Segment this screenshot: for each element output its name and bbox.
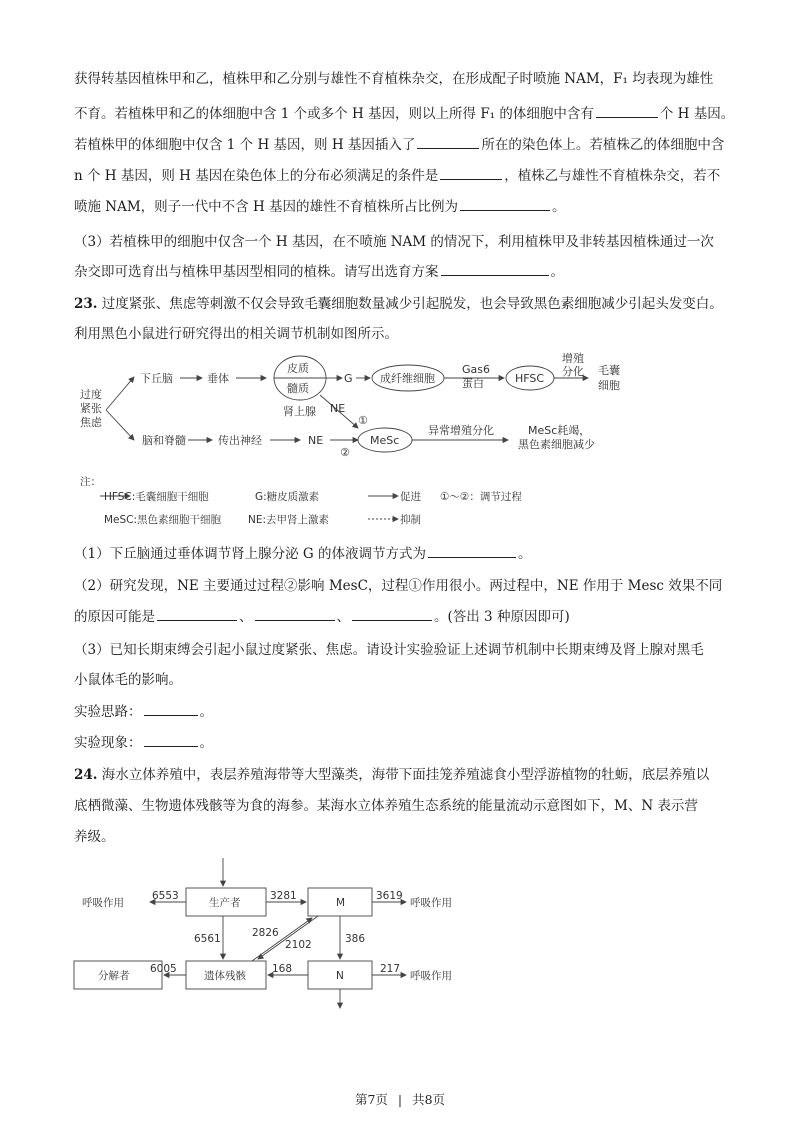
value-386: 386: [345, 933, 366, 945]
value-6561: 6561: [194, 933, 221, 945]
q22-text: 喷施 NAM，则子一代中不含 H 基因的雄性不育植株所占比例为: [74, 199, 459, 215]
q24-line-3: 养级。: [74, 829, 115, 845]
q24-line-2: 底栖微藻、生物遗体残骸等为食的海参。某海水立体养殖生态系统的能量流动示意图如下，M、N 表示营: [74, 798, 698, 814]
node-producer: 生产者: [209, 897, 241, 909]
q22-text: n 个 H 基因，则 H 基因在染色体上的分布必须满足的条件是: [74, 168, 439, 184]
value-6005: 6005: [150, 963, 177, 975]
q22-text: 若植株甲的体细胞中仅含 1 个 H 基因，则 H 基因插入了: [74, 137, 416, 153]
q22-text: 所在的染色体上。若植株乙的体细胞中含: [481, 137, 725, 153]
q23-text: 过度紧张、焦虑等刺激不仅会导致毛囊细胞数量减少引起脱发，也会导致黑色素细胞减少引起头发变白。: [101, 296, 723, 312]
node-G: G: [344, 372, 353, 385]
node-medulla: 髓质: [287, 382, 309, 395]
node-brain: 脑和脊髓: [142, 434, 186, 447]
node-hfsc: HFSC: [515, 372, 545, 385]
q22-text: 杂交即可选育出与植株甲基因型相同的植株。请写出选育方案: [74, 264, 439, 280]
node-fibroblast: 成纤维细胞: [380, 372, 435, 385]
node-hypothalamus: 下丘脑: [140, 372, 173, 385]
label-respiration: 呼吸作用: [82, 897, 124, 909]
node-follicle: 毛囊: [598, 364, 620, 377]
q22-text: 。: [552, 199, 566, 215]
q23-text: （1）下丘脑通过垂体调节肾上腺分泌 G 的体液调节方式为: [74, 546, 426, 562]
q23-text: 。: [517, 546, 532, 562]
label-process-2: ②: [340, 446, 350, 459]
q23-text: 。(答出 3 种原因即可): [434, 609, 570, 625]
label-respiration: 呼吸作用: [410, 897, 452, 909]
legend-ne: NE:去甲肾上激素: [248, 514, 330, 526]
label-abnormal: 异常增殖分化: [428, 424, 494, 437]
q23-part3-line-2: 小鼠体毛的影响。: [74, 672, 182, 688]
q23-part3-line-1: （3）已知长期束缚会引起小鼠过度紧张、焦虑。请设计实验验证上述调节机制中长期束缚及肾上腺对黑毛: [74, 642, 704, 658]
legend-hfsc: HFSC:毛囊细胞干细胞: [104, 491, 209, 503]
label-ne: NE: [308, 434, 324, 447]
node-stress: 紧张: [80, 402, 102, 415]
q22-text: 个 H 基因。: [659, 106, 735, 122]
q23-text: 。: [199, 704, 213, 720]
node-pituitary: 垂体: [207, 372, 229, 385]
q22-text: ，植株乙与雄性不育植株杂交，若不: [504, 168, 721, 184]
question-number: 24.: [74, 767, 98, 783]
node-stress: 焦虑: [80, 416, 102, 429]
node-N: N: [336, 970, 344, 982]
q22-text: 。: [550, 264, 564, 280]
q23-text: 的原因可能是: [74, 609, 155, 625]
value-2102: 2102: [285, 939, 312, 951]
q23-line-2: 利用黑色小鼠进行研究得出的相关调节机制如图所示。: [74, 326, 398, 342]
page-number: 第7页: [354, 1092, 388, 1107]
label-gas6: Gas6: [462, 363, 490, 376]
value-3281: 3281: [270, 890, 297, 902]
page-footer: [0, 1090, 800, 1108]
page-total: 共8页: [412, 1092, 446, 1107]
node-M: M: [336, 897, 346, 909]
q23-text: 、: [336, 609, 350, 625]
q24-text: 海水立体养殖中，表层养殖海带等大型藻类，海带下面挂笼养殖滤食小型浮游植物的牡蛎，底层养殖以: [101, 767, 710, 783]
label-gas6: 蛋白: [462, 377, 484, 390]
label-ne: NE: [330, 402, 346, 415]
q22-line-1: 获得转基因植株甲和乙，植株甲和乙分别与雄性不育植株杂交，在形成配子时喷施 NAM，F₁ 均表现为雄性: [74, 71, 714, 87]
node-mesc: MeSc: [370, 434, 400, 447]
node-exhaust: MeSc耗竭，: [528, 424, 591, 437]
q23-text: 、: [239, 609, 253, 625]
value-168: 168: [272, 963, 293, 975]
node-decomposer: 分解者: [98, 970, 130, 982]
legend-g: G:糖皮质激素: [255, 491, 320, 503]
value-3619: 3619: [376, 890, 403, 902]
node-exhaust: 黑色素细胞减少: [518, 438, 595, 451]
label-proliferate: 分化: [562, 365, 584, 378]
value-217: 217: [380, 963, 401, 975]
q23-text: 实验现象：: [74, 735, 142, 751]
legend-mesc: MeSC:黑色素细胞干细胞: [104, 514, 222, 526]
q23-text: 实验思路：: [74, 704, 142, 720]
node-remains: 遗体残骸: [204, 970, 246, 982]
label-proliferate: 增殖: [562, 352, 584, 365]
node-stress: 过度: [80, 388, 102, 401]
q22-text: 不育。若植株甲和乙的体细胞中含 1 个或多个 H 基因，则以上所得 F₁ 的体细胞中含有: [74, 106, 594, 122]
node-follicle: 细胞: [598, 379, 620, 392]
label-respiration: 呼吸作用: [410, 970, 452, 982]
value-2826: 2826: [252, 927, 279, 939]
legend-promote: 促进: [400, 491, 421, 503]
q22-part3-line-1: （3）若植株甲的细胞中仅含一个 H 基因，在不喷施 NAM 的情况下，利用植株甲及非转基因植株通过一次: [74, 234, 714, 250]
node-cortex: 皮质: [287, 362, 309, 375]
node-adrenal: 肾上腺: [283, 405, 316, 418]
legend-process: ①～②：调节过程: [440, 491, 522, 503]
q23-text: 。: [199, 735, 213, 751]
legend-inhibit: 抑制: [400, 514, 421, 526]
value-6553: 6553: [152, 890, 179, 902]
q23-part2-line-1: （2）研究发现，NE 主要通过过程②影响 MesC，过程①作用很小。两过程中，NE 作用于 Mesc 效果不同: [74, 578, 723, 594]
node-nerve: 传出神经: [218, 434, 262, 447]
question-number: 23.: [74, 296, 98, 312]
footer-separator: |: [397, 1092, 403, 1107]
legend-title: 注：: [80, 476, 101, 488]
label-process-1: ①: [358, 414, 368, 427]
